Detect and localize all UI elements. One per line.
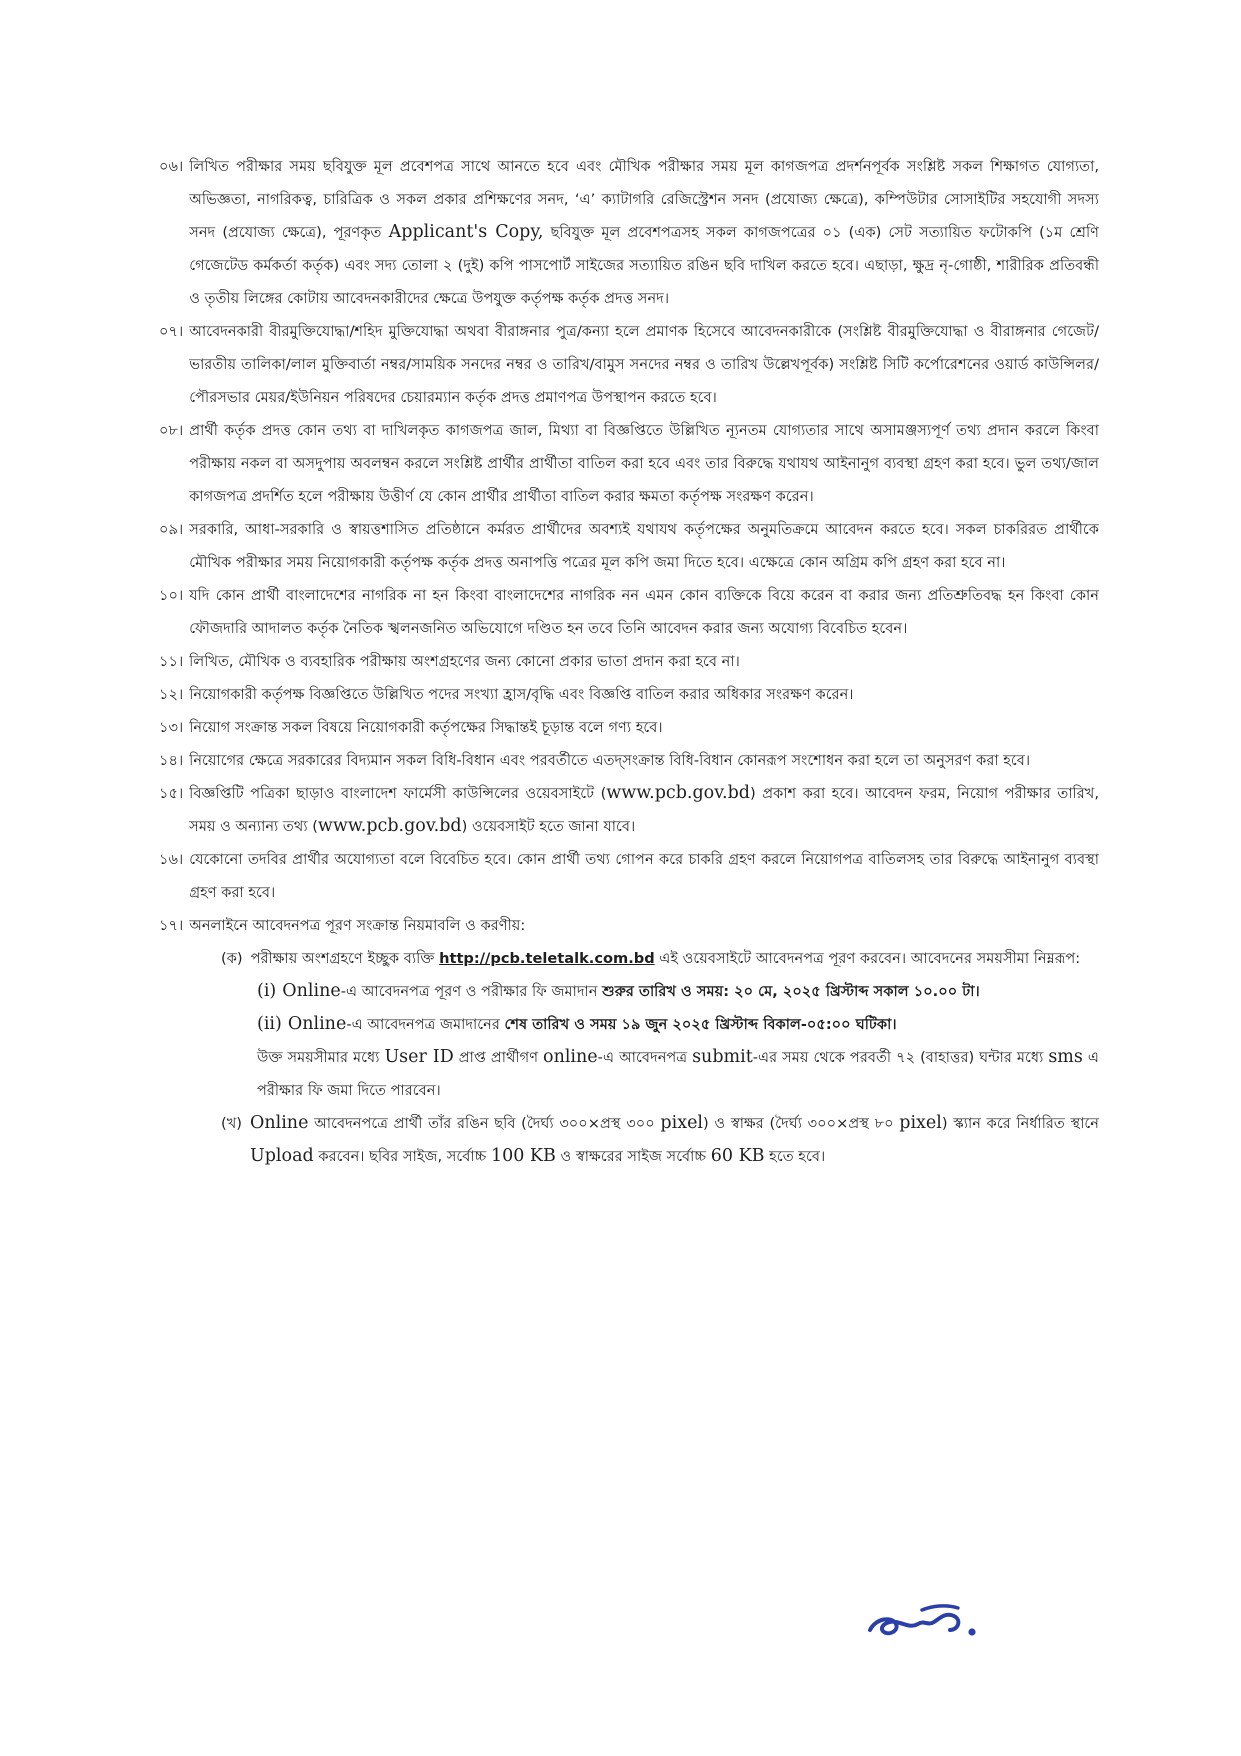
sub-label: (ক) [221, 950, 243, 967]
item-number: ১১। [159, 653, 184, 670]
list-item-16 [159, 843, 1099, 909]
list-item-15 [159, 777, 1099, 843]
online-rule-kha [221, 1107, 1099, 1173]
list-item-07 [159, 315, 1099, 414]
item-number: ০৬। [159, 158, 184, 175]
list-item-17 [159, 909, 1099, 942]
list-item-13 [159, 711, 1099, 744]
item-text: লিখিত, মৌখিক ও ব্যবহারিক পরীক্ষায় অংশগ্রহণের জন্য কোনো প্রকার ভাতা প্রদান করা হবে না। [189, 653, 740, 670]
sub-text: পরীক্ষায় অংশগ্রহণে ইচ্ছুক ব্যক্তি http://pcb.teletalk.com.bd এই ওয়েবসাইটে আবেদনপত্র পূরণ করবেন। আবেদনের সময়সীমা নিম্নরূপ: [250, 950, 1081, 967]
list-item-10 [159, 579, 1099, 645]
item-text: প্রার্থী কর্তৃক প্রদত্ত কোন তথ্য বা দাখিলকৃত কাগজপত্র জাল, মিথ্যা বা বিজ্ঞপ্তিতে উল্লিখিত ন্যূনতম যোগ্যতার সাথে অসামঞ্জস্যপূর্ণ তথ্য প্রদান করলে কিংবা পরীক্ষায় নকল বা অসদুপায় অবলম্বন করলে সংশ্লিষ্ট প্রার্থীর প্রার্থীতা বাতিল করা হবে এবং তার বিরুদ্ধে যথাযথ আইনানুগ ব্যবস্থা গ্রহণ করা হবে। ভুল তথ্য/জাল কাগজপত্র প্রদর্শিত হলে পরীক্ষায় উত্তীর্ণ যে কোন প্রার্থীর প্রার্থীতা বাতিল করার ক্ষমতা কর্তৃপক্ষ সংরক্ষণ করেন। [189, 422, 1099, 505]
item-text: নিয়োগকারী কর্তৃপক্ষ বিজ্ঞপ্তিতে উল্লিখিত পদের সংখ্যা হ্রাস/বৃদ্ধি এবং বিজ্ঞপ্তি বাতিল করার অধিকার সংরক্ষণ করেন। [189, 686, 854, 703]
list-item-09 [159, 513, 1099, 579]
website-link[interactable]: www.pcb.gov.bd [317, 816, 462, 836]
sub-label: (খ) [221, 1115, 242, 1132]
item-text: লিখিত পরীক্ষার সময় ছবিযুক্ত মূল প্রবেশপত্র সাথে আনতে হবে এবং মৌখিক পরীক্ষার সময় মূল কাগজপত্র প্রদর্শনপূর্বক সংশ্লিষ্ট সকল শিক্ষাগত যোগ্যতা, অভিজ্ঞতা, নাগরিকত্ব, চারিত্রিক ও সকল প্রকার প্রশিক্ষণের সনদ, ‘এ’ ক্যাটাগরি রেজিস্ট্রেশন সনদ (প্রযোজ্য ক্ষেত্রে), কম্পিউটার সোসাইটির সহযোগী সদস্য সনদ (প্রযোজ্য ক্ষেত্রে), পূরণকৃত Applicant's Copy, ছবিযুক্ত মূল প্রবেশপত্রসহ সকল কাগজপত্রের ০১ (এক) সেট সত্যায়িত ফটোকপি (১ম শ্রেণি গেজেটেড কর্মকর্তা কর্তৃক) এবং সদ্য তোলা ২ (দুই) কপি পাসপোর্ট সাইজের সত্যায়িত রঙিন ছবি দাখিল করতে হবে। এছাড়া, ক্ষুদ্র নৃ-গোষ্ঠী, শারীরিক প্রতিবন্ধী ও তৃতীয় লিঙ্গের কোটায় আবেদনকারীদের ক্ষেত্রে উপযুক্ত কর্তৃপক্ষ কর্তৃক প্রদত্ত সনদ। [189, 158, 1099, 307]
item-number: ০৮। [159, 422, 184, 439]
item-text: অনলাইনে আবেদনপত্র পূরণ সংক্রান্ত নিয়মাবলি ও করণীয়: [189, 917, 526, 934]
instructions-list [159, 150, 1099, 1173]
sub-text: Online আবেদনপত্রে প্রার্থী তাঁর রঙিন ছবি (দৈর্ঘ্য ৩০০×প্রস্থ ৩০০ pixel) ও স্বাক্ষর (দৈর্ঘ্য ৩০০×প্রস্থ ৮০ pixel) স্ক্যান করে নির্ধারিত স্থানে Upload করবেন। ছবির সাইজ, সর্বোচ্চ 100 KB ও স্বাক্ষরের সাইজ সর্বোচ্চ 60 KB হতে হবে। [249, 1113, 1100, 1166]
item-number: ১৩। [159, 719, 184, 736]
list-item-06 [159, 150, 1099, 315]
end-date-bold: শেষ তারিখ ও সময় ১৯ জুন ২০২৫ খ্রিস্টাব্দ বিকাল-০৫:০০ ঘটিকা। [504, 1016, 897, 1033]
item-number: ১০। [159, 587, 184, 604]
item-number: ১৭। [159, 917, 184, 934]
teletalk-link[interactable]: http://pcb.teletalk.com.bd [439, 950, 655, 967]
item-text: নিয়োগ সংক্রান্ত সকল বিষয়ে নিয়োগকারী কর্তৃপক্ষের সিদ্ধান্তই চূড়ান্ত বলে গণ্য হবে। [189, 719, 663, 736]
item-text: বিজ্ঞপ্তিটি পত্রিকা ছাড়াও বাংলাদেশ ফার্মেসী কাউন্সিলের ওয়েবসাইটে (www.pcb.gov.bd) প্রকাশ করা হবে। আবেদন ফরম, নিয়োগ পরীক্ষার তারিখ, সময় ও অন্যান্য তথ্য (www.pcb.gov.bd) ওয়েবসাইট হতে জানা যাবে। [189, 783, 1099, 836]
start-date-bold: শুরুর তারিখ ও সময়: ২০ মে, ২০২৫ খ্রিস্টাব্দ সকাল ১০.০০ টা। [602, 983, 980, 1000]
applicant-copy-text: Applicant's Copy, [388, 222, 544, 242]
online-end-date: (ii) Online-এ আবেদনপত্র জমাদানের শেষ তারিখ ও সময় ১৯ জুন ২০২৫ খ্রিস্টাব্দ বিকাল-০৫:০০ ঘটিকা। [257, 1014, 897, 1034]
signature-image [862, 1590, 992, 1650]
list-item-08 [159, 414, 1099, 513]
item-number: ০৯। [159, 521, 184, 538]
list-item-14 [159, 744, 1099, 777]
fee-deadline-note: উক্ত সময়সীমার মধ্যে User ID প্রাপ্ত প্রার্থীগণ online-এ আবেদনপত্র submit-এর সময় থেকে পরবর্তী ৭২ (বাহাত্তর) ঘন্টার মধ্যে sms এ পরীক্ষার ফি জমা দিতে পারবেন। [257, 1047, 1099, 1099]
item-text: সরকারি, আধা-সরকারি ও স্বায়ত্তশাসিত প্রতিষ্ঠানে কর্মরত প্রার্থীদের অবশ্যই যথাযথ কর্তৃপক্ষের অনুমতিক্রমে আবেদন করতে হবে। সকল চাকরিরত প্রার্থীকে মৌখিক পরীক্ষার সময় নিয়োগকারী কর্তৃপক্ষ কর্তৃক প্রদত্ত অনাপত্তি পত্রের মূল কপি জমা দিতে হবে। এক্ষেত্রে কোন অগ্রিম কপি গ্রহণ করা হবে না। [189, 521, 1099, 571]
list-item-12 [159, 678, 1099, 711]
item-text: যদি কোন প্রার্থী বাংলাদেশের নাগরিক না হন কিংবা বাংলাদেশের নাগরিক নন এমন কোন ব্যক্তিকে বিয়ে করেন বা করার জন্য প্রতিশ্রুতিবদ্ধ হন কিংবা কোন ফৌজদারি আদালত কর্তৃক নৈতিক স্খলনজনিত অভিযোগে দণ্ডিত হন তবে তিনি আবেদন করার জন্য অযোগ্য বিবেচিত হবেন। [189, 587, 1099, 637]
website-link[interactable]: www.pcb.gov.bd [606, 783, 750, 803]
item-number: ১৬। [159, 851, 184, 868]
item-number: ০৭। [159, 323, 184, 340]
item-text: নিয়োগের ক্ষেত্রে সরকারের বিদ্যমান সকল বিধি-বিধান এবং পরবর্তীতে এতদ্‌সংক্রান্ত বিধি-বিধান কোনরূপ সংশোধন করা হলে তা অনুসরণ করা হবে। [189, 752, 1031, 769]
online-start-date: (i) Online-এ আবেদনপত্র পূরণ ও পরীক্ষার ফি জমাদান শুরুর তারিখ ও সময়: ২০ মে, ২০২৫ খ্রিস্টাব্দ সকাল ১০.০০ টা। [257, 981, 980, 1001]
item-number: ১২। [159, 686, 184, 703]
item-text: যেকোনো তদবির প্রার্থীর অযোগ্যতা বলে বিবেচিত হবে। কোন প্রার্থী তথ্য গোপন করে চাকরি গ্রহণ করলে নিয়োগপত্র বাতিলসহ তার বিরুদ্ধে আইনানুগ ব্যবস্থা গ্রহণ করা হবে। [189, 851, 1099, 901]
item-text: আবেদনকারী বীরমুক্তিযোদ্ধা/শহিদ মুক্তিযোদ্ধা অথবা বীরাঙ্গনার পুত্র/কন্যা হলে প্রমাণক হিসেবে আবেদনকারীকে (সংশ্লিষ্ট বীরমুক্তিযোদ্ধা ও বীরাঙ্গনার গেজেট/ভারতীয় তালিকা/লাল মুক্তিবার্তা নম্বর/সাময়িক সনদের নম্বর ও তারিখ/বামুস সনদের নম্বর ও তারিখ উল্লেখপূর্বক) সংশ্লিষ্ট সিটি কর্পোরেশনের ওয়ার্ড কাউন্সিলর/পৌরসভার মেয়র/ইউনিয়ন পরিষদের চেয়ারম্যান কর্তৃক প্রদত্ত প্রমাণপত্র উপস্থাপন করতে হবে। [189, 323, 1099, 406]
item-number: ১৪। [159, 752, 184, 769]
online-rule-ka [221, 942, 1099, 975]
list-item-11 [159, 645, 1099, 678]
item-number: ১৫। [159, 785, 184, 802]
